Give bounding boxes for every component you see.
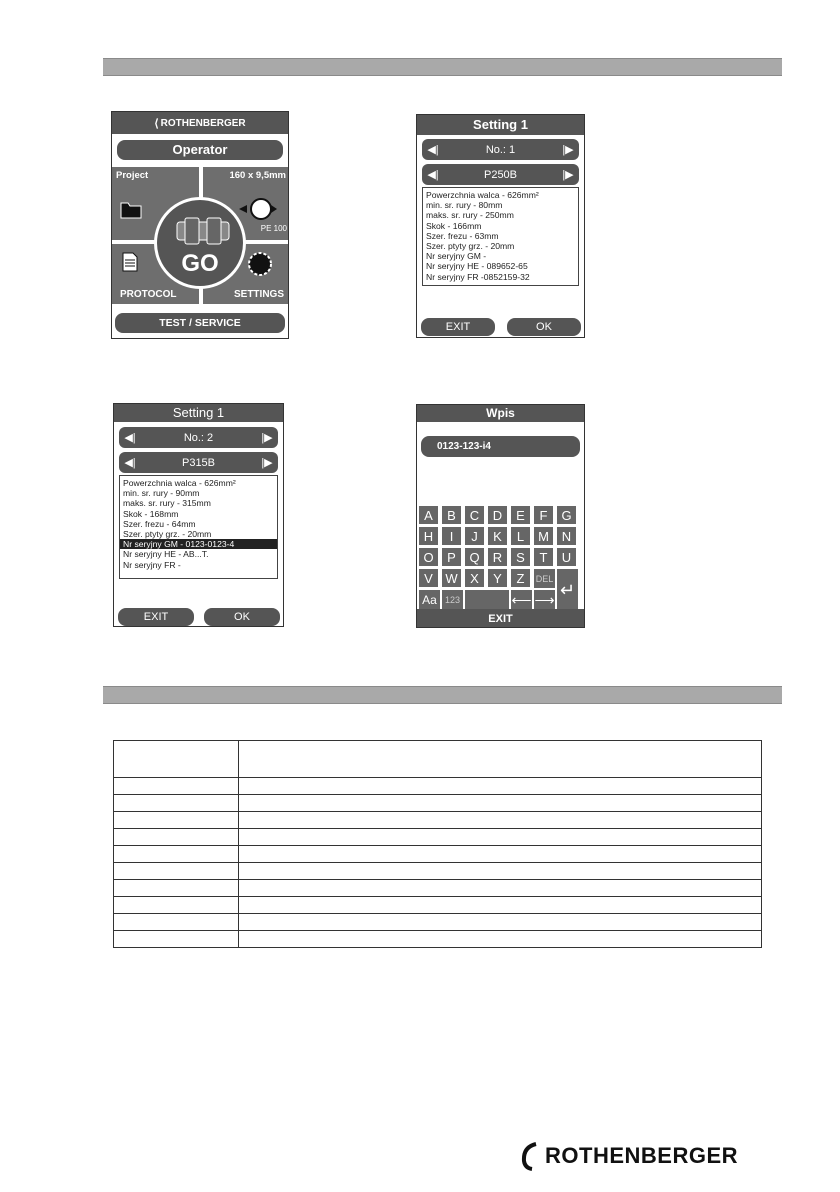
key-x[interactable]: X: [464, 568, 485, 588]
ok-button[interactable]: OK: [204, 608, 280, 626]
model-selector[interactable]: [422, 164, 579, 185]
screen-title: Setting 1: [114, 404, 283, 422]
key-d[interactable]: D: [487, 505, 508, 525]
info-line: min. sr. rury - 90mm: [123, 488, 200, 499]
brand-name: ROTHENBERGER: [160, 117, 246, 129]
table-row: [114, 778, 762, 795]
key-c[interactable]: C: [464, 505, 485, 525]
space-key[interactable]: [464, 589, 510, 610]
screen-title: Wpis: [417, 405, 584, 422]
key-y[interactable]: Y: [487, 568, 508, 588]
key-e[interactable]: E: [510, 505, 531, 525]
pipe-icon: [239, 195, 277, 223]
info-line: Powerzchnia walca - 626mm²: [426, 190, 539, 200]
main-menu-screen: [111, 111, 289, 339]
key-b[interactable]: B: [441, 505, 462, 525]
info-line: maks. sr. rury - 250mm: [426, 210, 514, 221]
key-k[interactable]: K: [487, 526, 508, 546]
section-bar-1: [103, 58, 782, 76]
info-line: Powerzchnia walca - 626mm²: [123, 478, 236, 488]
info-line[interactable]: Nr seryjny GM -: [426, 251, 487, 262]
table-row: [114, 914, 762, 931]
prev-arrow-icon[interactable]: ◀|: [427, 169, 439, 181]
go-label: GO: [181, 250, 219, 277]
info-line[interactable]: Nr seryjny HE - AB...T.: [123, 549, 209, 560]
exit-button[interactable]: EXIT: [421, 318, 495, 336]
prev-arrow-icon[interactable]: ◀|: [124, 457, 136, 469]
key-p[interactable]: P: [441, 547, 462, 567]
info-box: [422, 187, 579, 286]
model-label: P315B: [181, 456, 216, 469]
number-selector[interactable]: [119, 427, 278, 448]
settings-label: SETTINGS: [233, 289, 284, 300]
case-toggle-key[interactable]: Aa: [418, 589, 441, 610]
entry-keyboard-screen: [416, 404, 585, 628]
cursor-right-key[interactable]: ⟶: [533, 589, 556, 610]
brand-swoosh-icon: ⟨: [154, 117, 159, 130]
table-row: [114, 846, 762, 863]
settings-dial-icon: [247, 251, 273, 277]
data-table: [113, 740, 762, 948]
footer-brand-name: ROTHENBERGER: [545, 1143, 739, 1168]
brand-header: [112, 112, 288, 134]
next-arrow-icon[interactable]: |▶: [562, 144, 574, 156]
prev-arrow-icon[interactable]: ◀|: [124, 432, 136, 444]
key-w[interactable]: W: [441, 568, 462, 588]
document-icon: [122, 252, 138, 272]
key-l[interactable]: L: [510, 526, 531, 546]
number-label: No.: 2: [183, 431, 214, 444]
selected-info-line[interactable]: Nr seryjny GM - 0123-0123-4: [120, 539, 277, 549]
section-bar-2: [103, 686, 782, 704]
table-row: [114, 897, 762, 914]
key-t[interactable]: T: [533, 547, 554, 567]
info-line[interactable]: Nr seryjny HE - 089652-65: [426, 261, 528, 272]
pipe-size-label: 160 x 9,5mm: [229, 170, 286, 181]
key-f[interactable]: F: [533, 505, 554, 525]
info-line[interactable]: Nr seryjny FR -0852159-32: [426, 271, 530, 282]
next-arrow-icon[interactable]: |▶: [562, 169, 574, 181]
material-label: PE 100: [260, 224, 287, 233]
operator-button[interactable]: Operator: [117, 140, 283, 160]
table-header-row: [114, 741, 762, 778]
table-row: [114, 795, 762, 812]
info-line: Skok - 168mm: [123, 508, 179, 519]
info-line: Szer. frezu - 63mm: [426, 230, 499, 241]
key-n[interactable]: N: [556, 526, 577, 546]
brand-swoosh-icon: [520, 1141, 542, 1171]
key-m[interactable]: M: [533, 526, 554, 546]
next-arrow-icon[interactable]: |▶: [261, 457, 273, 469]
key-u[interactable]: U: [556, 547, 577, 567]
info-line: Szer. ptyty grz. - 20mm: [426, 241, 515, 252]
info-line: Szer. frezu - 64mm: [123, 518, 196, 529]
screen-title: Setting 1: [417, 115, 584, 135]
ok-button[interactable]: OK: [507, 318, 581, 336]
key-j[interactable]: J: [464, 526, 485, 546]
test-service-button[interactable]: TEST / SERVICE: [115, 313, 285, 333]
key-g[interactable]: G: [556, 505, 577, 525]
key-h[interactable]: H: [418, 526, 439, 546]
number-label: No.: 1: [485, 143, 516, 156]
key-i[interactable]: I: [441, 526, 462, 546]
exit-button[interactable]: EXIT: [417, 609, 584, 628]
table-row: [114, 863, 762, 880]
key-o[interactable]: O: [418, 547, 439, 567]
key-z[interactable]: Z: [510, 568, 531, 588]
info-line: maks. sr. rury - 315mm: [123, 498, 211, 509]
key-s[interactable]: S: [510, 547, 531, 567]
info-line[interactable]: Nr seryjny FR -: [123, 559, 181, 570]
table-row: [114, 812, 762, 829]
setting-screen-1: [416, 114, 585, 338]
numeric-toggle-key[interactable]: 123: [441, 589, 464, 610]
cursor-left-key[interactable]: ⟵: [510, 589, 533, 610]
project-label: Project: [116, 170, 149, 181]
folder-icon: [120, 199, 142, 219]
key-v[interactable]: V: [418, 568, 439, 588]
info-line: Szer. ptyty grz. - 20mm: [123, 529, 212, 540]
table-row: [114, 880, 762, 897]
go-button[interactable]: [154, 197, 246, 289]
prev-arrow-icon[interactable]: ◀|: [427, 144, 439, 156]
entry-input[interactable]: 0123-123-i4: [421, 436, 580, 457]
table-row: [114, 829, 762, 846]
delete-key[interactable]: DEL: [533, 568, 556, 589]
key-a[interactable]: A: [418, 505, 439, 525]
model-label: P250B: [483, 168, 518, 181]
exit-button[interactable]: EXIT: [118, 608, 194, 626]
footer-logo: [520, 1140, 738, 1172]
table-row: [114, 931, 762, 948]
machine-icon: [175, 216, 231, 246]
info-line: Skok - 166mm: [426, 220, 482, 231]
model-selector[interactable]: [119, 452, 278, 473]
next-arrow-icon[interactable]: |▶: [261, 432, 273, 444]
key-q[interactable]: Q: [464, 547, 485, 567]
protocol-label: PROTOCOL: [120, 289, 177, 300]
number-selector[interactable]: [422, 139, 579, 160]
info-box: [119, 475, 278, 579]
info-line: min. sr. rury - 80mm: [426, 200, 503, 211]
enter-key[interactable]: ↵: [556, 568, 579, 610]
setting-screen-2: [113, 403, 284, 627]
key-r[interactable]: R: [487, 547, 508, 567]
